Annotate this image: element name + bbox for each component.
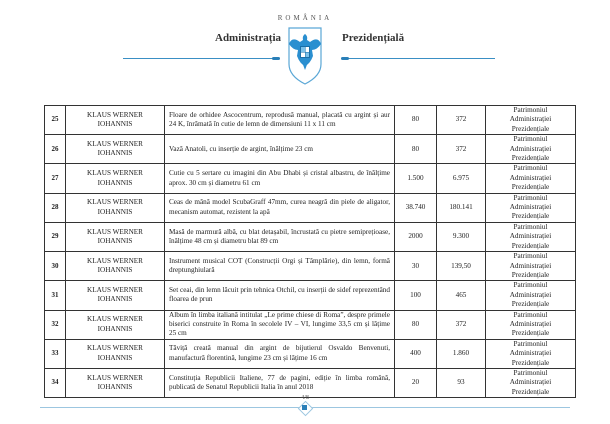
donations-table [44,105,576,398]
cell-value2: 372 [455,115,467,124]
value-eur [395,368,437,397]
cell-dest3: Prezidențiale [511,154,550,163]
recipient-name [66,106,165,135]
cell-dest3: Prezidențiale [511,358,550,367]
cell-dest1: Patrimoniul [513,222,548,231]
cell-dest1: Patrimoniul [513,135,548,144]
cell-name-line2: IOHANNIS [97,120,133,129]
row-number [45,339,66,368]
recipient-name [66,339,165,368]
row-number [45,193,66,222]
cell-name-line1: KLAUS WERNER [87,256,143,265]
cell-description: Album în limba italiană intitulat „Le prime chiese di Roma”, despre primele biserici construite în Roma în secolele IV – VI, lungime 33,5 cm și lățime 25 cm [169,310,390,338]
cell-nr: 28 [51,203,59,212]
cell-dest3: Prezidențiale [511,329,550,338]
value-eur [395,310,437,339]
cell-nr: 26 [51,144,59,153]
value-ron [437,339,486,368]
cell-dest1: Patrimoniul [513,164,548,173]
cell-value1: 80 [411,115,420,124]
destination [486,222,576,251]
table-row [45,339,576,368]
cell-value1: 80 [411,319,420,328]
cell-description: Tăviță creată manual din argint de bijutierul Osvaldo Benvenuti, manufactură florentină, lungime 23 cm și lățime 16 cm [169,344,390,362]
item-description [165,193,395,222]
destination [486,310,576,339]
destination [486,193,576,222]
cell-nr: 31 [51,290,59,299]
recipient-name [66,222,165,251]
table-row [45,193,576,222]
destination [486,339,576,368]
value-ron [437,222,486,251]
row-number [45,310,66,339]
cell-value1: 400 [410,349,421,358]
cell-name-line1: KLAUS WERNER [87,110,143,119]
value-ron [437,252,486,281]
item-description [165,135,395,164]
cell-value1: 100 [410,290,421,299]
cell-name-line1: KLAUS WERNER [87,198,143,207]
destination [486,281,576,310]
item-description [165,310,395,339]
table-row [45,222,576,251]
recipient-name [66,164,165,193]
cell-name-line2: IOHANNIS [97,178,133,187]
value-eur [395,135,437,164]
cell-nr: 33 [51,349,59,358]
cell-value1: 20 [411,378,420,387]
cell-description: Floare de orhidee Ascocentrum, reprodusă manual, placată cu argint și aur 24 K, înrămată în cutie de lemn de dimensiuni 11 x 11 cm [169,110,390,129]
item-description [165,222,395,251]
table-row [45,368,576,397]
cell-description: Set ceai, din lemn lăcuit prin tehnica Otchil, cu inserții de sidef reprezentând floarea de prun [169,286,390,304]
row-number [45,368,66,397]
destination [486,368,576,397]
cell-nr: 32 [51,319,59,328]
page-number: 4/8 [301,395,309,401]
cell-value2: 372 [455,319,467,328]
cell-value1: 1.500 [407,173,424,182]
cell-name-line1: KLAUS WERNER [87,344,143,353]
romanian-coat-of-arms-icon [287,24,323,86]
cell-nr: 29 [51,232,59,241]
cell-dest3: Prezidențiale [511,212,550,221]
cell-dest1: Patrimoniul [513,310,548,319]
value-ron [437,106,486,135]
cell-nr: 27 [51,173,59,182]
cell-dest2: Administrației [509,144,552,153]
cell-value1: 2000 [408,232,423,241]
cell-dest2: Administrației [509,319,552,328]
item-description [165,339,395,368]
cell-dest3: Prezidențiale [511,124,550,133]
row-number [45,281,66,310]
cell-dest2: Administrației [509,203,552,212]
table-row [45,164,576,193]
cell-description: Instrument musical COT (Construcții Orgi și Tâmplărie), din lemn, formă dreptunghiulară [169,256,390,275]
value-eur [395,164,437,193]
value-ron [437,310,486,339]
cell-dest3: Prezidențiale [511,387,550,396]
destination [486,106,576,135]
item-description [165,252,395,281]
recipient-name [66,135,165,164]
cell-value2: 93 [457,378,465,387]
cell-nr: 30 [51,261,59,270]
cell-dest2: Administrației [509,261,552,270]
cell-name-line1: KLAUS WERNER [87,139,143,148]
cell-dest1: Patrimoniul [513,281,548,290]
cell-dest2: Administrației [509,232,552,241]
cell-dest3: Prezidențiale [511,183,550,192]
cell-name-line1: KLAUS WERNER [87,373,143,382]
cell-description: Cutie cu 5 sertare cu imagini din Abu Dhabi și cristal albastru, de înălțime aprox. 30 cm și diametru 61 cm [169,169,390,187]
cell-dest1: Patrimoniul [513,106,548,114]
row-number [45,164,66,193]
crest-badge-inner [302,405,307,410]
table-row [45,106,576,135]
cell-dest1: Patrimoniul [513,193,548,202]
destination [486,252,576,281]
table-row [45,135,576,164]
cell-dest1: Patrimoniul [513,368,548,377]
row-number [45,135,66,164]
cell-value1: 30 [411,261,420,270]
cell-dest3: Prezidențiale [511,270,550,279]
cell-name-line2: IOHANNIS [97,383,133,392]
value-eur [395,106,437,135]
value-eur [395,222,437,251]
cell-name-line2: IOHANNIS [97,295,133,304]
row-number [45,106,66,135]
recipient-name [66,193,165,222]
value-ron [437,368,486,397]
cell-dest1: Patrimoniul [513,252,548,261]
cell-value2: 6.975 [452,173,470,182]
cell-nr: 34 [51,378,59,387]
cell-name-line2: IOHANNIS [97,266,133,275]
cell-name-line1: KLAUS WERNER [87,315,143,324]
value-eur [395,193,437,222]
destination [486,135,576,164]
cell-description: Vază Anatoli, cu inserție de argint, înălțime 23 cm [169,144,313,153]
value-ron [437,164,486,193]
cell-value1: 38.740 [405,203,426,212]
value-ron [437,193,486,222]
document-header [0,0,610,100]
row-number [45,222,66,251]
value-eur [395,281,437,310]
cell-name-line1: KLAUS WERNER [87,169,143,178]
header-title-left: Administrația [215,32,281,44]
recipient-name [66,310,165,339]
value-eur [395,339,437,368]
country-label: ROMÂNIA [277,14,333,22]
item-description [165,281,395,310]
cell-value2: 372 [455,144,467,153]
recipient-name [66,281,165,310]
recipient-name [66,252,165,281]
value-eur [395,252,437,281]
cell-description: Masă de marmură albă, cu blat detașabil, încrustată cu pietre semiprețioase, înălțime 48 cm și diametru blat 89 cm [169,227,390,245]
cell-value1: 80 [411,144,420,153]
cell-nr: 25 [51,115,59,124]
table-row [45,310,576,339]
cell-dest3: Prezidențiale [511,241,550,250]
table-row [45,252,576,281]
cell-dest2: Administrației [509,378,552,387]
value-ron [437,281,486,310]
cell-value2: 180.141 [449,203,473,212]
header-rule-left [123,58,278,59]
cell-value2: 139,50 [451,261,471,270]
cell-name-line2: IOHANNIS [97,353,133,362]
cell-name-line1: KLAUS WERNER [87,286,143,295]
cell-dest3: Prezidențiale [511,300,550,309]
cell-dest2: Administrației [509,115,552,124]
item-description [165,106,395,135]
header-title-right: Prezidențială [342,32,405,44]
cell-name-line2: IOHANNIS [97,236,133,245]
cell-dest2: Administrației [509,290,552,299]
item-description [165,164,395,193]
cell-dest2: Administrației [509,173,552,182]
header-rule-right [343,58,495,59]
value-ron [437,135,486,164]
cell-value2: 465 [455,290,467,299]
row-number [45,252,66,281]
destination [486,164,576,193]
cell-value2: 1.860 [452,349,470,358]
cell-description: Ceas de mână model ScubaGraff 47mm, curea neagră din piele de aligator, mecanism automat, rezistent la apă [169,198,390,216]
cell-name-line2: IOHANNIS [97,207,133,216]
cell-name-line1: KLAUS WERNER [87,227,143,236]
cell-dest1: Patrimoniul [513,339,548,348]
cell-dest2: Administrației [509,349,552,358]
cell-value2: 9.300 [452,232,470,241]
cell-name-line2: IOHANNIS [97,149,133,158]
item-description [165,368,395,397]
table-row [45,281,576,310]
cell-name-line2: IOHANNIS [97,324,133,333]
recipient-name [66,368,165,397]
cell-description: Constituția Republicii Italiene, 77 de pagini, ediție în limba română, publicată de Senatul Republicii Italia în anul 2018 [169,373,390,392]
